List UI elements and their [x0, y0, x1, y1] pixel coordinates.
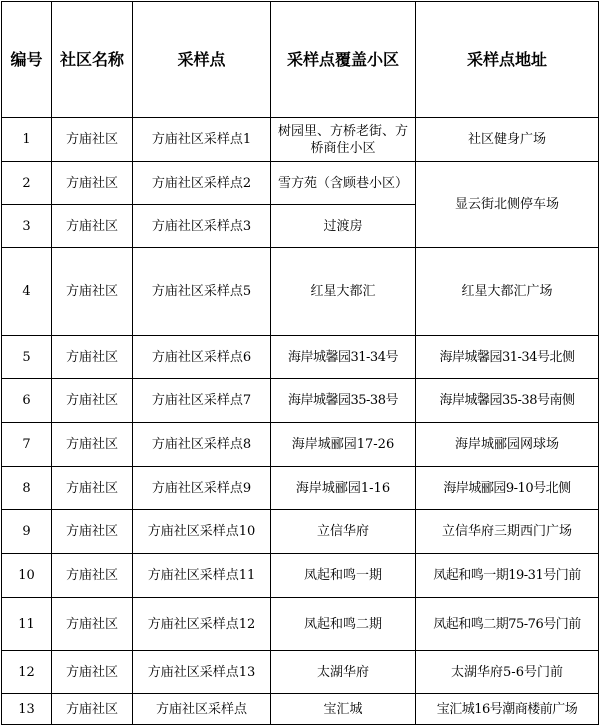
cell-site: 方庙社区采样点12	[133, 598, 271, 651]
cell-site: 方庙社区采样点6	[133, 336, 271, 379]
cell-coverage: 树园里、方桥老街、方桥商住小区	[271, 118, 416, 162]
cell-site: 方庙社区采样点5	[133, 248, 271, 336]
cell-coverage: 凤起和鸣二期	[271, 598, 416, 651]
cell-address: 红星大都汇广场	[416, 248, 599, 336]
header-no: 编号	[2, 2, 52, 118]
cell-site: 方庙社区采样点9	[133, 467, 271, 510]
cell-site: 方庙社区采样点13	[133, 651, 271, 694]
cell-address: 海岸城郦园网球场	[416, 423, 599, 467]
cell-no: 3	[2, 205, 52, 248]
cell-no: 1	[2, 118, 52, 162]
cell-community: 方庙社区	[52, 248, 133, 336]
header-community: 社区名称	[52, 2, 133, 118]
cell-coverage: 红星大都汇	[271, 248, 416, 336]
cell-coverage: 海岸城馨园31-34号	[271, 336, 416, 379]
table-row	[2, 336, 599, 379]
table-row	[2, 651, 599, 694]
cell-site: 方庙社区采样点1	[133, 118, 271, 162]
cell-address: 凤起和鸣一期19-31号门前	[416, 554, 599, 598]
cell-address: 海岸城馨园35-38号南侧	[416, 379, 599, 423]
table-row	[2, 510, 599, 554]
header-coverage: 采样点覆盖小区	[271, 2, 416, 118]
cell-site: 方庙社区采样点7	[133, 379, 271, 423]
cell-no: 2	[2, 162, 52, 205]
cell-site: 方庙社区采样点10	[133, 510, 271, 554]
cell-coverage: 雪方苑（含顾巷小区）	[271, 162, 416, 205]
cell-community: 方庙社区	[52, 162, 133, 205]
cell-site: 方庙社区采样点8	[133, 423, 271, 467]
cell-community: 方庙社区	[52, 510, 133, 554]
cell-coverage: 宝汇城	[271, 694, 416, 725]
cell-coverage: 过渡房	[271, 205, 416, 248]
cell-coverage: 海岸城郦园1-16	[271, 467, 416, 510]
cell-no: 12	[2, 651, 52, 694]
cell-community: 方庙社区	[52, 423, 133, 467]
table-row	[2, 118, 599, 162]
cell-no: 7	[2, 423, 52, 467]
cell-site: 方庙社区采样点2	[133, 162, 271, 205]
cell-coverage: 凤起和鸣一期	[271, 554, 416, 598]
header-row	[2, 2, 599, 118]
table-row	[2, 379, 599, 423]
table-row	[2, 598, 599, 651]
sampling-sites-table	[1, 1, 599, 725]
table-row	[2, 162, 599, 205]
cell-coverage: 海岸城郦园17-26	[271, 423, 416, 467]
cell-coverage: 立信华府	[271, 510, 416, 554]
cell-community: 方庙社区	[52, 467, 133, 510]
cell-coverage: 海岸城馨园35-38号	[271, 379, 416, 423]
cell-no: 4	[2, 248, 52, 336]
cell-no: 13	[2, 694, 52, 725]
cell-address: 海岸城郦园9-10号北侧	[416, 467, 599, 510]
cell-no: 5	[2, 336, 52, 379]
table-row	[2, 423, 599, 467]
cell-address: 太湖华府5-6号门前	[416, 651, 599, 694]
cell-address: 凤起和鸣二期75-76号门前	[416, 598, 599, 651]
cell-no: 8	[2, 467, 52, 510]
header-site: 采样点	[133, 2, 271, 118]
cell-site: 方庙社区采样点11	[133, 554, 271, 598]
cell-community: 方庙社区	[52, 651, 133, 694]
header-address: 采样点地址	[416, 2, 599, 118]
cell-no: 6	[2, 379, 52, 423]
cell-community: 方庙社区	[52, 598, 133, 651]
cell-community: 方庙社区	[52, 694, 133, 725]
cell-address: 社区健身广场	[416, 118, 599, 162]
cell-no: 11	[2, 598, 52, 651]
cell-address: 宝汇城16号潮商楼前广场	[416, 694, 599, 725]
cell-community: 方庙社区	[52, 118, 133, 162]
cell-coverage: 太湖华府	[271, 651, 416, 694]
table-row	[2, 248, 599, 336]
cell-address: 立信华府三期西门广场	[416, 510, 599, 554]
cell-community: 方庙社区	[52, 336, 133, 379]
cell-community: 方庙社区	[52, 379, 133, 423]
cell-address: 显云街北侧停车场	[416, 162, 599, 248]
cell-no: 9	[2, 510, 52, 554]
table-row	[2, 467, 599, 510]
cell-address: 海岸城馨园31-34号北侧	[416, 336, 599, 379]
cell-site: 方庙社区采样点3	[133, 205, 271, 248]
cell-no: 10	[2, 554, 52, 598]
table-row	[2, 554, 599, 598]
cell-community: 方庙社区	[52, 554, 133, 598]
table-row	[2, 694, 599, 725]
cell-community: 方庙社区	[52, 205, 133, 248]
cell-site: 方庙社区采样点	[133, 694, 271, 725]
